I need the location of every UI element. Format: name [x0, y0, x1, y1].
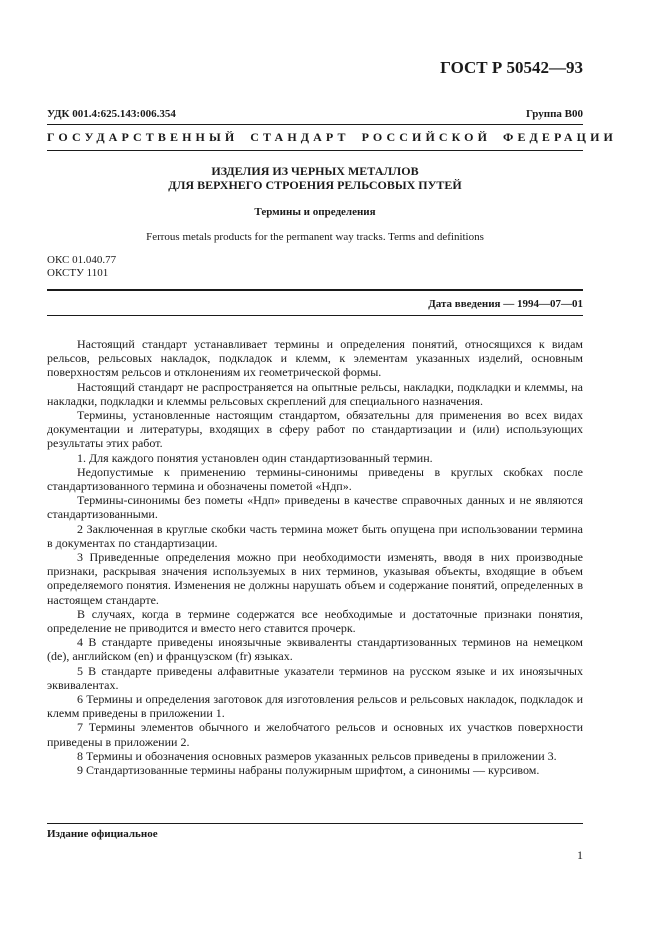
- state-word-4: ФЕДЕРАЦИИ: [503, 130, 617, 144]
- group-code: Группа В00: [525, 108, 583, 120]
- oks-code: ОКС 01.040.77: [47, 254, 117, 266]
- paragraph: 2 Заключенная в круглые скобки часть термина может быть опущена при использовании термина в документах по стандартизации.: [47, 521, 583, 550]
- paragraph: Настоящий стандарт устанавливает термины и определения понятий, относящихся к видам рельсов, рельсовых накладок, подкладок и клемм, к элементам указанных изделий, основным поверхностям рельсов и отклонениям их геометрической формы.: [47, 337, 583, 380]
- state-word-2: СТАНДАРТ: [250, 130, 350, 144]
- paragraph: 7 Термины элементов обычного и желобчатого рельсов и основных их участков поверхности приведены в приложении 2.: [47, 720, 583, 749]
- paragraph: 9 Стандартизованные термины набраны полужирным шрифтом, а синонимы — курсивом.: [77, 763, 540, 778]
- header-rule-bottom: [47, 150, 583, 151]
- introduction-date: Дата введения — 1994—07—01: [428, 298, 583, 310]
- date-rule-bottom: [47, 315, 583, 316]
- header-rule-top: [47, 124, 583, 125]
- footer-rule: [47, 823, 583, 824]
- paragraph: 8 Термины и обозначения основных размеров указанных рельсов приведены в приложении 3.: [77, 748, 557, 763]
- page-number: 1: [577, 848, 583, 862]
- classification-codes: [47, 254, 116, 280]
- paragraph: 4 В стандарте приведены иноязычные эквиваленты стандартизованных терминов на немецком (de), английском (en) и французском (fr) языках.: [47, 635, 583, 664]
- date-rule: [47, 289, 583, 291]
- title-line-2: ДЛЯ ВЕРХНЕГО СТРОЕНИЯ РЕЛЬСОВЫХ ПУТЕЙ: [168, 178, 462, 192]
- official-edition-label: Издание официальное: [47, 828, 158, 840]
- document-subtitle: Термины и определения: [254, 206, 376, 218]
- title-line-1: ИЗДЕЛИЯ ИЗ ЧЕРНЫХ МЕТАЛЛОВ: [211, 164, 419, 178]
- gost-number: ГОСТ Р 50542—93: [440, 58, 583, 77]
- english-title: Ferrous metals products for the permanent way tracks. Terms and definitions: [146, 231, 484, 243]
- document-title: [47, 164, 583, 192]
- paragraph: 3 Приведенные определения можно при необходимости изменять, вводя в них производные признаки, раскрывая значения используемых в них терминов, указывая объекты, входящие в объем определяемого понятия. Изменения не должны нарушать объем и содержание понятий, определенных в настоящем стандарте.: [47, 550, 583, 607]
- udk-code: УДК 001.4:625.143:006.354: [47, 108, 176, 120]
- paragraph: Недопустимые к применению термины-синонимы приведены в круглых скобках после стандартизованного термина и обозначены пометой «Ндп».: [47, 464, 583, 494]
- paragraph: 5 В стандарте приведены алфавитные указатели терминов на русском языке и их иноязычных эквивалентах.: [47, 663, 583, 692]
- state-word-3: РОССИЙСКОЙ: [361, 130, 492, 144]
- okstu-code: ОКСТУ 1101: [47, 267, 109, 279]
- paragraph: Настоящий стандарт не распространяется на опытные рельсы, накладки, подкладки и клеммы, на накладки, подкладки и клеммы рельсовых скреплений для специального назначения.: [47, 379, 583, 408]
- paragraph: В случаях, когда в термине содержатся все необходимые и достаточные признаки понятия, определение не приводится и вместо него ставится прочерк.: [47, 606, 583, 636]
- state-word-1: ГОСУДАРСТВЕННЫЙ: [47, 130, 239, 144]
- document-body: [47, 337, 583, 777]
- paragraph: Термины, установленные настоящим стандартом, обязательны для применения во всех видах документации и литературы, входящих в сферу работ по стандартизации и (или) использующих результаты этих работ.: [47, 408, 583, 451]
- paragraph: Термины-синонимы без пометы «Ндп» приведены в качестве справочных данных и не являются стандартизованными.: [47, 493, 583, 522]
- paragraph: 1. Для каждого понятия установлен один стандартизованный термин.: [77, 450, 433, 465]
- paragraph: 6 Термины и определения заготовок для изготовления рельсов и рельсовых накладок, подкладок и клемм приведены в приложении 1.: [47, 692, 583, 721]
- state-standard-heading: [47, 130, 617, 145]
